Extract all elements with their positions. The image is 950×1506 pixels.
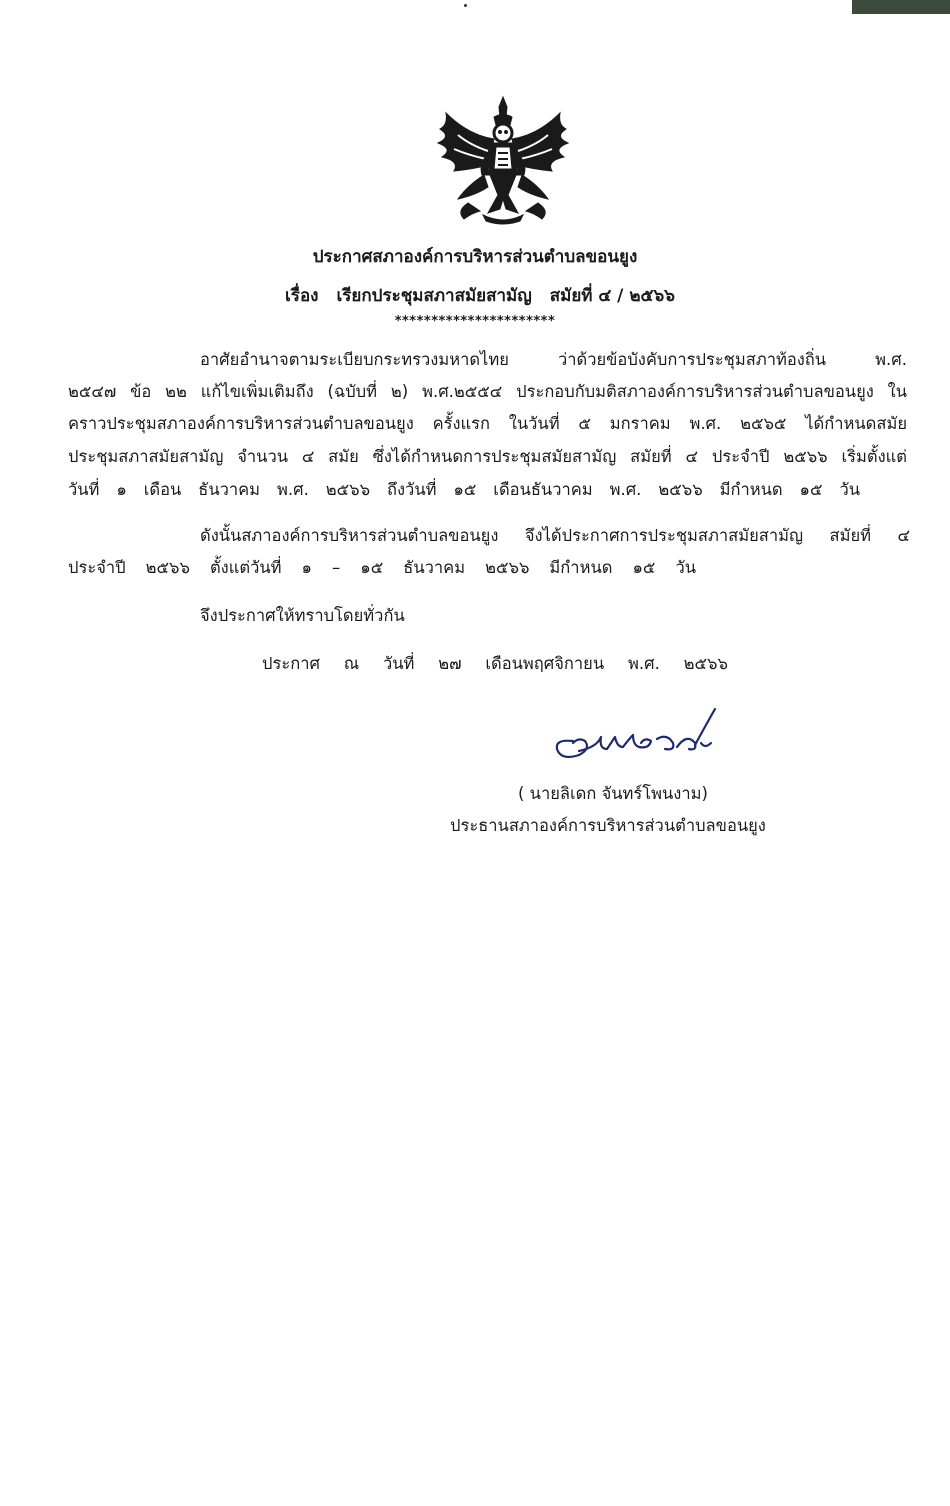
document-subject: [285, 282, 675, 309]
document-title: ประกาศสภาองค์การบริหารส่วนตำบลขอนยูง: [312, 247, 638, 267]
paragraph1-line-5: วันที่ ๑ เดือน ธันวาคม พ.ศ. ๒๕๖๖ ถึงวันที่ ๑๕ เดือนธันวาคม พ.ศ. ๒๕๖๖ มีกำหนด ๑๕ วัน: [68, 480, 860, 499]
subject-label: เรื่อง: [285, 286, 319, 306]
subject-session: สมัยที่ ๔ / ๒๕๖๖: [549, 286, 675, 306]
paragraph1-line-1: อาศัยอำนาจตามระเบียบกระทรวงมหาดไทย ว่าด้วยข้อบังคับการประชุมสภาท้องถิ่น พ.ศ.: [200, 350, 907, 369]
paragraph1-line-3: คราวประชุมสภาองค์การบริหารส่วนตำบลขอนยูง ครั้งแรก ในวันที่ ๕ มกราคม พ.ศ. ๒๕๖๕ ได้กำหนดสมัย: [68, 414, 907, 433]
paragraph1-line-4: ประชุมสภาสมัยสามัญ จำนวน ๔ สมัย ซึ่งได้กำหนดการประชุมสมัยสามัญ สมัยที่ ๔ ประจำปี ๒๕๖๖ เริ่มตั้งแต่: [68, 447, 907, 466]
paragraph1-line-2: ๒๕๔๗ ข้อ ๒๒ แก้ไขเพิ่มเติมถึง (ฉบับที่ ๒) พ.ศ.๒๕๕๔ ประกอบกับมติสภาองค์การบริหารส่วนตำบลขอนยูง ใน: [68, 382, 907, 401]
handwritten-signature: [545, 703, 720, 765]
subject-text: เรียกประชุมสภาสมัยสามัญ: [336, 286, 532, 306]
scan-dot: [464, 4, 467, 7]
announcement-text: จึงประกาศให้ทราบโดยทั่วกัน: [200, 606, 405, 625]
paragraph2-line-1: ดังนั้นสภาองค์การบริหารส่วนตำบลขอนยูง จึงได้ประกาศการประชุมสภาสมัยสามัญ สมัยที่ ๔: [200, 526, 910, 545]
announcement-date: ประกาศ ณ วันที่ ๒๗ เดือนพฤศจิกายน พ.ศ. ๒๕๖๖: [262, 654, 728, 673]
paragraph2-line-2: ประจำปี ๒๕๖๖ ตั้งแต่วันที่ ๑ – ๑๕ ธันวาคม ๒๕๖๖ มีกำหนด ๑๕ วัน: [68, 558, 696, 577]
garuda-emblem-icon: [428, 95, 578, 225]
scan-corner-mark: [852, 0, 950, 14]
signer-name: ( นายลิเดก จันทร์โพนงาม): [518, 784, 708, 803]
title-separator: **********************: [394, 314, 556, 329]
signer-position: ประธานสภาองค์การบริหารส่วนตำบลขอนยูง: [450, 816, 766, 835]
